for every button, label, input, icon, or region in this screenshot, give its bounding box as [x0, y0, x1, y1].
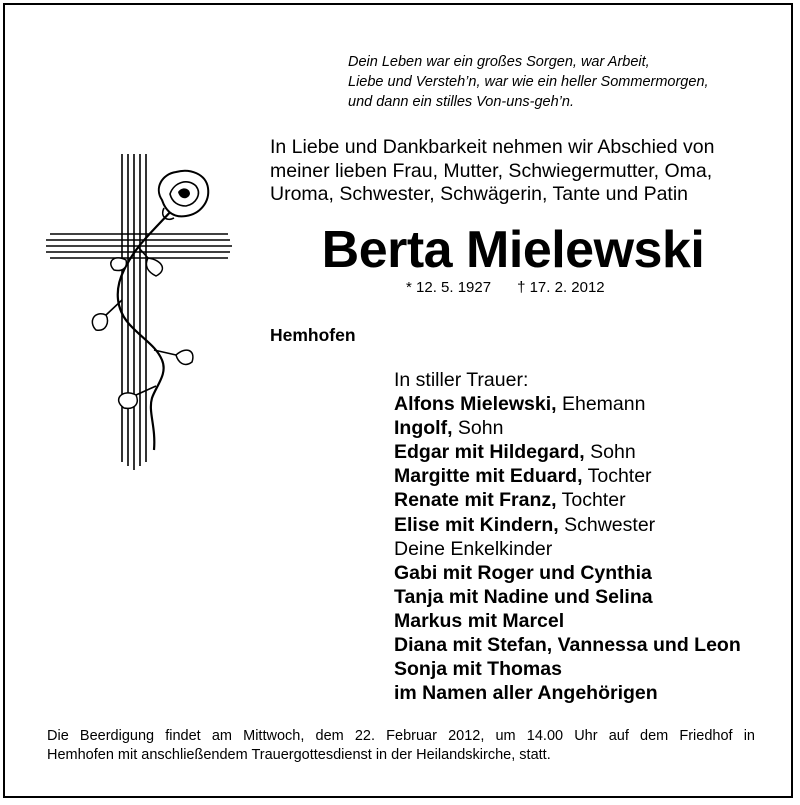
mourner-row — [394, 392, 741, 416]
mourner-row — [394, 440, 741, 464]
mourner-row — [394, 681, 741, 705]
mourner-row — [394, 537, 741, 561]
mourner-name: Sonja mit Thomas — [394, 658, 562, 681]
mourner-name: Edgar mit Hildegard, — [394, 441, 585, 464]
mourner-name: Tanja mit Nadine und Selina — [394, 585, 653, 608]
mourner-name: Markus mit Marcel — [394, 609, 565, 632]
cross-beam-vertical — [122, 154, 146, 470]
mourner-relation: Sohn — [452, 417, 504, 440]
mourner-row — [394, 488, 741, 512]
funeral-info — [47, 727, 755, 765]
mourner-row — [394, 633, 741, 657]
intro-text — [270, 136, 756, 207]
mourner-row — [394, 464, 741, 488]
mourner-relation: Tochter — [582, 465, 652, 488]
mourner-name: Elise mit Kindern, — [394, 513, 559, 536]
mourner-name: Alfons Mielewski, — [394, 393, 557, 416]
funeral-info-line: Hemhofen mit anschließendem Trauergottesdienst in der Heilandskirche, statt. — [47, 747, 551, 763]
poem-line: Dein Leben war ein großes Sorgen, war Arbeit, — [348, 54, 650, 70]
mourner-name: Gabi mit Roger und Cynthia — [394, 561, 652, 584]
mourner-relation: Sohn — [584, 441, 636, 464]
place-name: Hemhofen — [270, 325, 356, 345]
intro-line: meiner lieben Frau, Mutter, Schwiegermutter, Oma, — [270, 159, 713, 182]
cross-with-rose-icon — [44, 150, 234, 490]
mourners-list — [394, 368, 741, 705]
rose-icon — [92, 171, 208, 450]
mourner-relation: Deine Enkelkinder — [394, 537, 553, 560]
funeral-info-line: Die Beerdigung findet am Mittwoch, dem 22. Februar 2012, um 14.00 Uhr auf dem Friedhof in — [47, 728, 755, 744]
birth-date: * 12. 5. 1927 — [406, 279, 492, 296]
death-date: † 17. 2. 2012 — [517, 279, 605, 296]
mourner-relation: Tochter — [556, 489, 626, 512]
poem-line: Liebe und Versteh’n, war wie ein heller Sommermorgen, — [348, 74, 709, 90]
poem — [348, 52, 709, 112]
mourner-name: Ingolf, — [394, 417, 453, 440]
mourner-row — [394, 416, 741, 440]
mourner-name: im Namen aller Angehörigen — [394, 682, 658, 705]
intro-line: Uroma, Schwester, Schwägerin, Tante und Patin — [270, 183, 689, 205]
life-dates — [406, 279, 605, 296]
mourner-name: Renate mit Franz, — [394, 489, 557, 512]
poem-line: und dann ein stilles Von-uns-geh’n. — [348, 94, 574, 110]
mourner-row — [394, 561, 741, 585]
mourner-row — [394, 657, 741, 681]
mourner-relation: Schwester — [558, 513, 656, 536]
mourners-heading: In stiller Trauer: — [394, 369, 529, 391]
mourner-name: Margitte mit Eduard, — [394, 465, 583, 488]
deceased-name: Berta Mielewski — [321, 221, 705, 279]
mourner-row — [394, 585, 741, 609]
mourner-row — [394, 609, 741, 633]
mourner-name: Diana mit Stefan, Vannessa und Leon — [394, 634, 741, 657]
intro-line: In Liebe und Dankbarkeit nehmen wir Abschied von — [270, 136, 715, 158]
mourner-relation: Ehemann — [556, 393, 646, 416]
mourner-row — [394, 513, 741, 537]
